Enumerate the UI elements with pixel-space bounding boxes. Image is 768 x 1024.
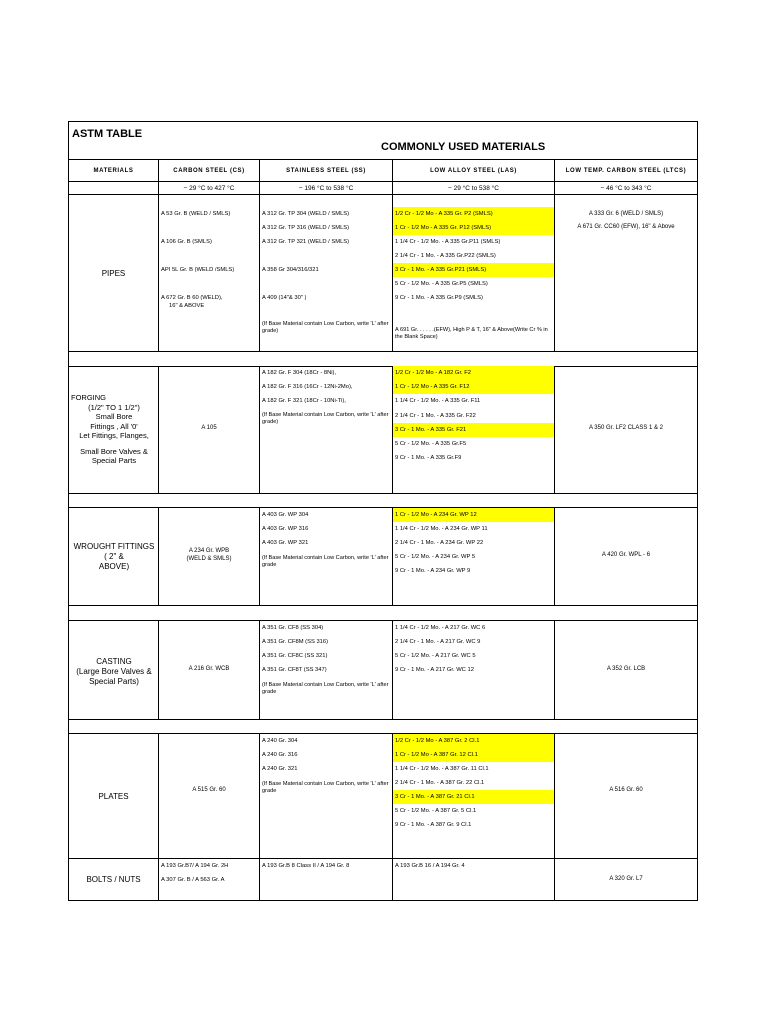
list-item: (WELD & SMLS) bbox=[186, 556, 232, 562]
list-item: A 352 Gr. LCB bbox=[606, 666, 646, 672]
temp-blank bbox=[69, 182, 159, 194]
bolts-ss bbox=[260, 859, 393, 900]
list-item: 1 1/4 Cr - 1/2 Mo. - A 335 Gr. F11 bbox=[395, 398, 481, 404]
label-line: WROUGHT FITTINGS bbox=[73, 542, 155, 551]
label-line: (1/2" TO 1 1/2") bbox=[88, 402, 140, 412]
list-item: API 5L Gr. B (WELD /SMLS) bbox=[161, 267, 235, 273]
list-item: 9 Cr - 1 Mo. - A 387 Gr. 9 Cl.1 bbox=[395, 822, 472, 828]
temp-ss: − 196 °C to 538 °C bbox=[260, 182, 393, 194]
spacer-row bbox=[69, 720, 697, 734]
label-line: Fittings , All '0' bbox=[90, 421, 138, 431]
forging-label bbox=[69, 367, 159, 493]
list-item: 1 1/4 Cr - 1/2 Mo. - A 217 Gr. WC 6 bbox=[395, 625, 486, 631]
list-item: A 234 Gr. WPB bbox=[188, 548, 230, 554]
list-item: 5 Cr - 1/2 Mo. - A 217 Gr. WC 5 bbox=[395, 653, 476, 659]
list-item: A 333 Gr. 6 (WELD / SMLS) bbox=[588, 211, 664, 217]
list-item: A 193 Gr.B 8 Class II / A 194 Gr. 8 bbox=[262, 863, 350, 869]
casting-ltcs bbox=[555, 621, 697, 719]
list-item: 5 Cr - 1/2 Mo. - A 387 Gr. 5 Cl.1 bbox=[395, 808, 477, 814]
casting-ss bbox=[260, 621, 393, 719]
list-item: 5 Cr - 1/2 Mo. - A 335 Gr.P5 (SMLS) bbox=[395, 281, 488, 287]
list-item: A 312 Gr. TP 321 (WELD / SMLS) bbox=[262, 239, 350, 245]
list-item: 9 Cr - 1 Mo. - A 335 Gr.F9 bbox=[395, 455, 462, 461]
wrought-ltcs bbox=[555, 508, 697, 605]
list-item: A 358 Gr 304/316/321 bbox=[262, 267, 319, 273]
bolts-cs bbox=[159, 859, 260, 900]
low-carbon-note: (If Base Material contain Low Carbon, write 'L' after grade bbox=[262, 682, 389, 695]
plates-las bbox=[393, 734, 555, 858]
low-carbon-note: (If Base Material contain Low Carbon, write 'L' after grade bbox=[262, 555, 389, 568]
spacer-row bbox=[69, 352, 697, 367]
list-item: 1 1/4 Cr - 1/2 Mo. - A 387 Gr. 11 Cl.1 bbox=[395, 766, 489, 772]
plates-cs bbox=[159, 734, 260, 858]
wrought-label bbox=[69, 508, 159, 605]
casting-row bbox=[69, 621, 697, 720]
label-line: FORGING bbox=[71, 393, 106, 402]
pipes-ss bbox=[260, 195, 393, 351]
forging-ss bbox=[260, 367, 393, 493]
list-item: 5 Cr - 1/2 Mo. - A 234 Gr. WP 5 bbox=[395, 554, 476, 560]
list-item: 3 Cr - 1 Mo. - A 387 Gr. 21 Cl.1 bbox=[393, 790, 554, 804]
list-item: A 671 Gr. CC60 (EFW), 16" & Above bbox=[577, 224, 675, 230]
list-item: 2 1/4 Cr - 1 Mo. - A 234 Gr. WP 22 bbox=[395, 540, 484, 546]
temp-ltcs: − 46 °C to 343 °C bbox=[600, 185, 652, 192]
plates-row bbox=[69, 734, 697, 859]
bolts-las bbox=[393, 859, 555, 900]
list-item: A 351 Gr. CF8C (SS 321) bbox=[262, 653, 328, 659]
low-carbon-note: (If Base Material contain Low Carbon, write 'L' after grade) bbox=[262, 412, 389, 425]
forging-las bbox=[393, 367, 555, 493]
low-carbon-note: (If Base Material contain Low Carbon, write 'L' after grade) bbox=[262, 321, 389, 334]
label-line: ( 2" & bbox=[104, 552, 124, 561]
forging-cs bbox=[159, 367, 260, 493]
label-line: Small Bore bbox=[95, 412, 133, 421]
label-line: Special Parts) bbox=[89, 677, 139, 686]
list-item: A 351 Gr. CF8T (SS 347) bbox=[262, 667, 327, 673]
bolts-label: BOLTS / NUTS bbox=[69, 859, 159, 900]
list-item: A 691 Gr. . . . . .(EFW), High P & T, 16" & Above(Write Cr % in the Blank Space) bbox=[395, 327, 548, 340]
table-subtitle: COMMONLY USED MATERIALS bbox=[381, 141, 546, 153]
list-item: A 182 Gr. F 304 (18Cr - 8Ni), bbox=[262, 370, 337, 376]
list-item: A 216 Gr. WCB bbox=[188, 666, 230, 672]
list-item: 9 Cr - 1 Mo. - A 217 Gr. WC 12 bbox=[395, 667, 474, 673]
label-line: Special Parts bbox=[91, 456, 137, 465]
temp-las: − 29 °C to 538 °C bbox=[393, 182, 555, 194]
list-item: 2 1/4 Cr - 1 Mo. - A 335 Gr. F22 bbox=[395, 413, 476, 419]
list-item: 5 Cr - 1/2 Mo. - A 335 Gr.F5 bbox=[395, 441, 467, 447]
list-item: A 193 Gr.B 16 / A 194 Gr. 4 bbox=[395, 863, 465, 869]
bolts-ltcs bbox=[555, 859, 697, 900]
list-item: 2 1/4 Cr - 1 Mo. - A 217 Gr. WC 9 bbox=[395, 639, 481, 645]
list-item: A 350 Gr. LF2 CLASS 1 & 2 bbox=[588, 425, 664, 431]
list-item: A 409 (14"& 30" ) bbox=[262, 295, 307, 301]
list-item: 1/2 Cr - 1/2 Mo - A 387 Gr. 2 Cl.1 bbox=[393, 734, 554, 748]
list-item: A 53 Gr. B (WELD / SMLS) bbox=[161, 211, 231, 217]
list-item: 1/2 Cr - 1/2 Mo - A 335 Gr. P2 (SMLS) bbox=[393, 207, 554, 221]
plates-ss bbox=[260, 734, 393, 858]
list-item: A 351 Gr. CF8 (SS 304) bbox=[262, 625, 324, 631]
label-line: Let Fittings, Flanges, bbox=[79, 431, 149, 440]
list-item: A 240 Gr. 304 bbox=[262, 738, 298, 744]
forging-ltcs bbox=[555, 367, 697, 493]
pipes-label: PIPES bbox=[69, 195, 159, 351]
list-item: 1 Cr - 1/2 Mo - A 234 Gr. WP 12 bbox=[393, 508, 554, 522]
list-item: A 312 Gr. TP 304 (WELD / SMLS) bbox=[262, 211, 350, 217]
title-row bbox=[69, 122, 697, 160]
list-item: 3 Cr - 1 Mo. - A 335 Gr.P21 (SMLS) bbox=[393, 263, 554, 277]
list-item: 1 1/4 Cr - 1/2 Mo. - A 335 Gr.P11 (SMLS) bbox=[395, 239, 501, 245]
header-materials: MATERIALS bbox=[69, 160, 159, 181]
list-item: 2 1/4 Cr - 1 Mo. - A 335 Gr.P22 (SMLS) bbox=[395, 253, 496, 259]
list-item: A 515 Gr. 60 bbox=[192, 787, 226, 793]
list-item: A 420 Gr. WPL - 6 bbox=[601, 552, 651, 558]
list-item: A 516 Gr. 60 bbox=[609, 787, 643, 793]
casting-las bbox=[393, 621, 555, 719]
list-item: 1 Cr - 1/2 Mo - A 335 Gr. F12 bbox=[393, 380, 554, 394]
temperature-row bbox=[69, 182, 697, 195]
list-item: 9 Cr - 1 Mo. - A 335 Gr.P9 (SMLS) bbox=[395, 295, 483, 301]
pipes-ltcs bbox=[555, 195, 697, 351]
list-item: A 403 Gr. WP 316 bbox=[262, 526, 309, 532]
header-carbon-steel: CARBON STEEL (CS) bbox=[159, 160, 260, 181]
list-item: 1 1/4 Cr - 1/2 Mo. - A 234 Gr. WP 11 bbox=[395, 526, 488, 532]
wrought-fittings-row bbox=[69, 508, 697, 606]
pipes-las bbox=[393, 195, 555, 351]
list-item: 3 Cr - 1 Mo. - A 335 Gr. F21 bbox=[393, 423, 554, 437]
table-title: ASTM TABLE bbox=[72, 128, 143, 140]
forging-row bbox=[69, 367, 697, 494]
label-line: CASTING bbox=[96, 657, 132, 666]
wrought-ss bbox=[260, 508, 393, 605]
list-item: A 240 Gr. 321 bbox=[262, 766, 298, 772]
spacer-row bbox=[69, 606, 697, 621]
list-item: 1/2 Cr - 1/2 Mo - A 182 Gr. F2 bbox=[393, 366, 554, 380]
list-item: A 106 Gr. B (SMLS) bbox=[161, 239, 212, 245]
plates-ltcs bbox=[555, 734, 697, 858]
list-item: A 182 Gr. F 316 (16Cr - 12Ni-2Mo), bbox=[262, 384, 353, 390]
list-item: 16" & ABOVE bbox=[169, 303, 205, 309]
pipes-cs bbox=[159, 195, 260, 351]
spacer-row bbox=[69, 494, 697, 508]
pipes-row bbox=[69, 195, 697, 352]
header-stainless-steel: STAINLESS STEEL (SS) bbox=[260, 160, 393, 181]
list-item: A 320 Gr. L7 bbox=[609, 876, 643, 882]
casting-label bbox=[69, 621, 159, 719]
header-ltcs: LOW TEMP. CARBON STEEL (LTCS) bbox=[565, 168, 687, 174]
list-item: A 193 Gr.B7/ A 194 Gr. 2H bbox=[161, 863, 229, 869]
list-item: A 105 bbox=[201, 425, 217, 431]
bolts-nuts-row bbox=[69, 859, 697, 900]
wrought-las bbox=[393, 508, 555, 605]
low-carbon-note: (If Base Material contain Low Carbon, write 'L' after grade bbox=[262, 781, 389, 794]
list-item: A 182 Gr. F 321 (18Cr - 10Ni-Ti), bbox=[262, 398, 346, 404]
list-item: A 307 Gr. B / A 563 Gr. A bbox=[161, 877, 225, 883]
casting-cs bbox=[159, 621, 260, 719]
wrought-cs bbox=[159, 508, 260, 605]
list-item: 9 Cr - 1 Mo. - A 234 Gr. WP 9 bbox=[395, 568, 471, 574]
list-item: 2 1/4 Cr - 1 Mo. - A 387 Gr. 22 Cl.1 bbox=[395, 780, 485, 786]
header-row bbox=[69, 160, 697, 182]
temp-cs: − 29 °C to 427 °C bbox=[159, 182, 260, 194]
list-item: 1 Cr - 1/2 Mo - A 335 Gr. P12 (SMLS) bbox=[393, 221, 554, 235]
list-item: A 240 Gr. 316 bbox=[262, 752, 298, 758]
header-low-alloy-steel: LOW ALLOY STEEL (LAS) bbox=[393, 160, 555, 181]
list-item: A 403 Gr. WP 304 bbox=[262, 512, 309, 518]
label-line: (Large Bore Valves & bbox=[76, 667, 152, 676]
list-item: A 312 Gr. TP 316 (WELD / SMLS) bbox=[262, 225, 350, 231]
list-item: A 403 Gr. WP 321 bbox=[262, 540, 309, 546]
list-item: 1 Cr - 1/2 Mo - A 387 Gr. 12 Cl.1 bbox=[393, 748, 554, 762]
list-item: A 351 Gr. CF8M (SS 316) bbox=[262, 639, 329, 645]
label-line: ABOVE) bbox=[98, 562, 130, 571]
plates-label: PLATES bbox=[69, 734, 159, 858]
label-line: Small Bore Valves & bbox=[80, 446, 148, 456]
list-item: A 672 Gr. B 60 (WELD), bbox=[161, 295, 223, 301]
astm-table bbox=[68, 121, 698, 901]
